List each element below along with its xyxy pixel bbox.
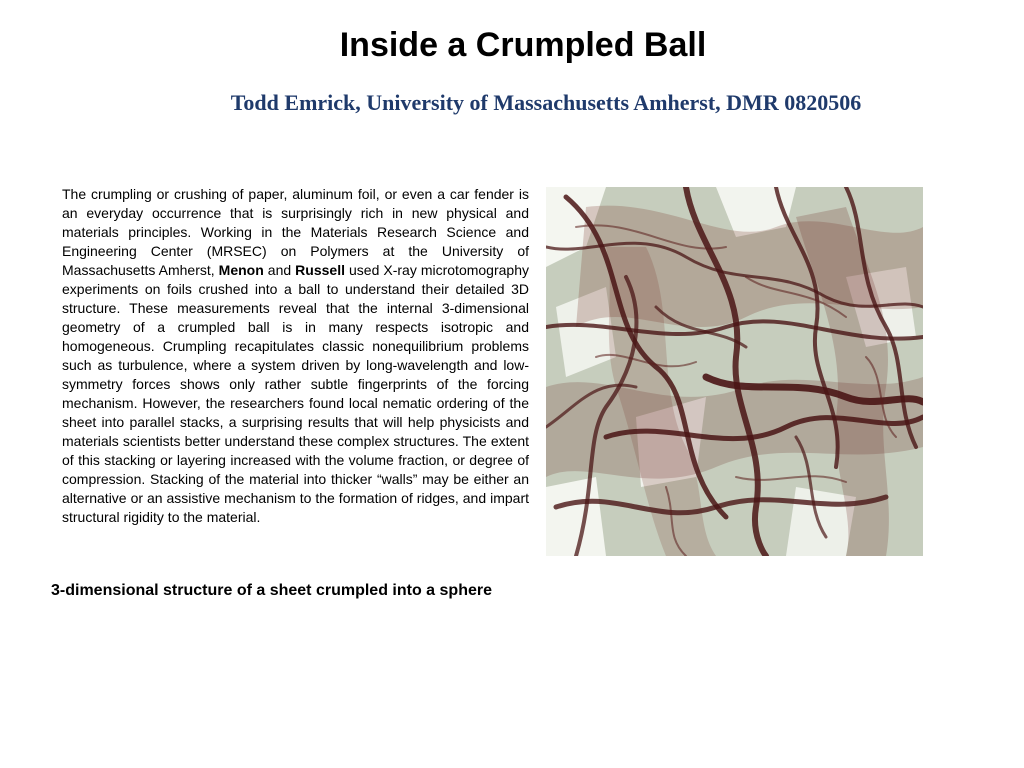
body-paragraph <box>62 185 529 527</box>
slide-title: Inside a Crumpled Ball <box>339 26 707 64</box>
crumpled-sheet-image <box>546 187 923 556</box>
body-text-part2: used X-ray microtomography experiments on foils crushed into a ball to understand their detailed 3D structure. These measurements reveal that the internal 3-dimensional geometry of a crumpled ball is in many respects isotropic and homogeneous. Crumpling recapitulates classic nonequilibrium problems such as turbulence, where a system driven by long-wavelength and low-symmetry forces shows only rather subtle fingerprints of the forcing mechanism. However, the researchers found local nematic ordering of the sheet into parallel stacks, a surprising results that will help physicists and materials scientists better understand these complex structures. The extent of this stacking or layering increased with the volume fraction, or degree of compression. Stacking of the material into thicker “walls” may be either an alternative or an assistive mechanism to the formation of ridges, and impart structural rigidity to the material. <box>62 262 529 525</box>
body-text-part1: The crumpling or crushing of paper, aluminum foil, or even a car fender is an everyday occurrence that is surprisingly rich in new physical and materials principles. Working in the Materials Research Science and Engineering Center (MRSEC) on Polymers at the University of Massachusetts Amherst, <box>62 186 529 278</box>
researcher-name-menon: Menon <box>218 262 264 278</box>
crumpled-sheet-graphic <box>546 187 923 556</box>
figure-caption: 3-dimensional structure of a sheet crumpled into a sphere <box>51 582 492 599</box>
researcher-name-russell: Russell <box>295 262 345 278</box>
slide-subtitle: Todd Emrick, University of Massachusetts Amherst, DMR 0820506 <box>230 90 862 115</box>
body-text-and: and <box>263 262 296 278</box>
